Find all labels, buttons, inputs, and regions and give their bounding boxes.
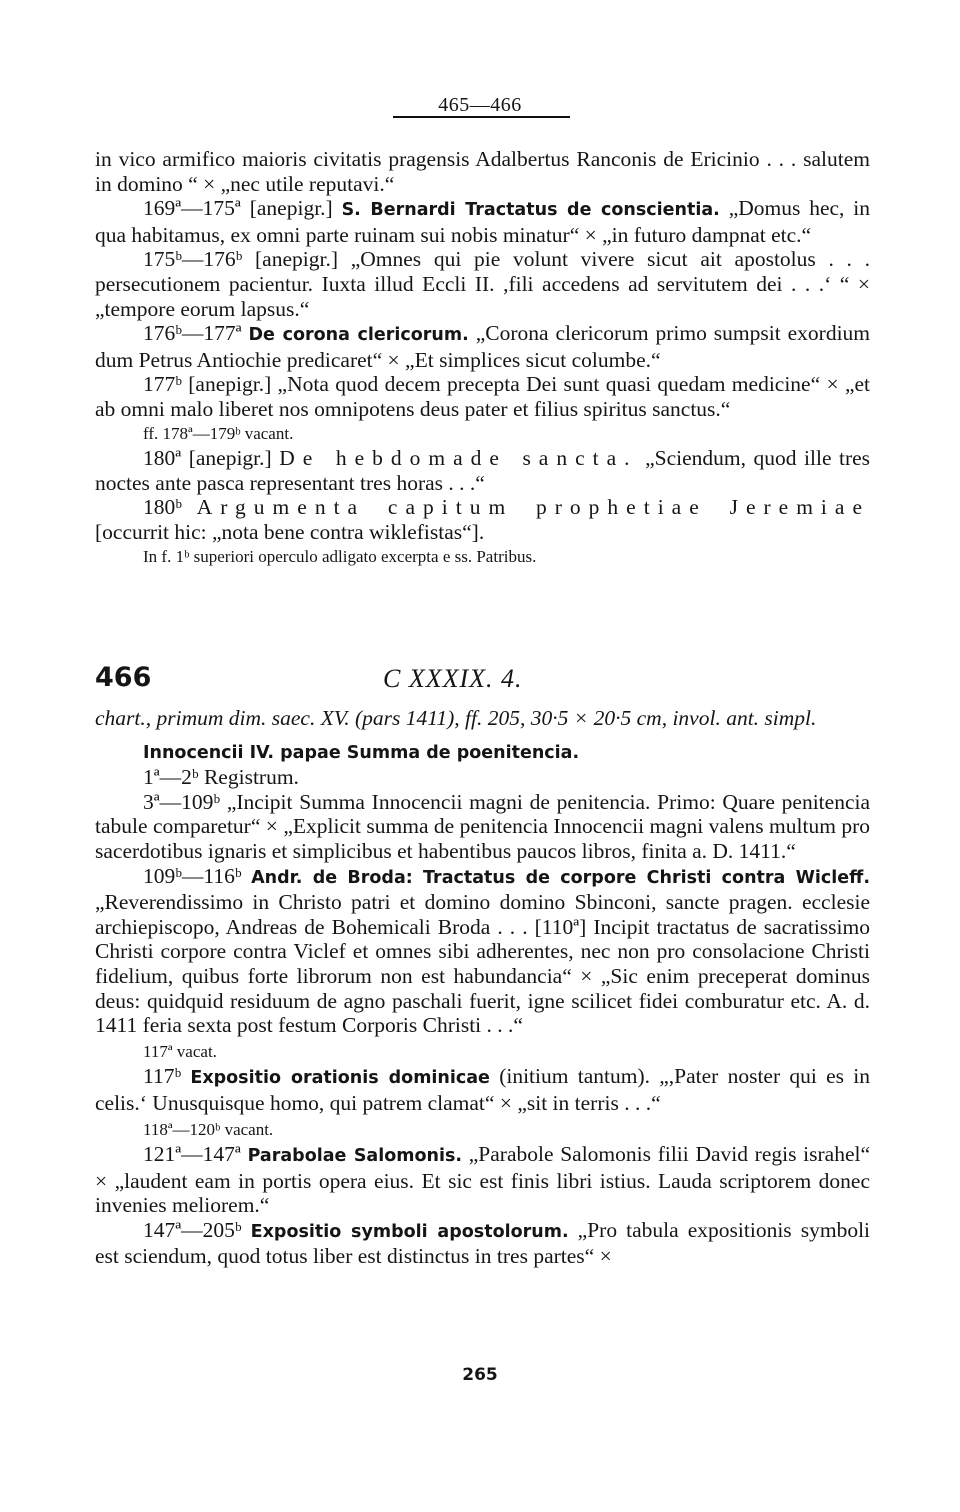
item-text: [occurrit hic: „nota bene contra wiklefistas“].	[95, 519, 485, 544]
item-180a	[95, 446, 870, 495]
physical-description: chart., primum dim. saec. XV. (pars 1411), ff. 205, 30·5 × 20·5 cm, invol. ant. simpl.	[95, 706, 817, 730]
item-109b-116b	[95, 864, 870, 1038]
item-note: [anepigr.]	[249, 196, 333, 221]
item-177b	[95, 372, 870, 421]
item-text: „Pro tabula expositionis symboli est sciendum, quod totus liber est distinctus in tres partes“ ×	[95, 1217, 871, 1269]
item-121a-147a	[95, 1142, 870, 1218]
item-text: „Parabole Salomonis filii David regis israhel“ × „laudent eam in portis opera eius. Et sic est finis libri istius. Lauda scriptorem donec invenies meliorem.“	[95, 1142, 871, 1218]
folio-ref: 121ª—147ª	[143, 1142, 241, 1167]
item-text: (initium tantum). „,Pater noster qui es in celis.‘ Unusquisque homo, qui patrem clamat“ × „sit in terris . . .“	[95, 1064, 871, 1115]
item-text: „Reverendissimo in Christo patri et domino domino Sbinconi, sancte pragen. ecclesie archiepiscopo, Andreas de Bohemicali Broda . . . [110ª] Incipit tractatus de sacratissimo Christi corpore contra Viclef et omnes sibi adherentes, nec non pro consolacione Christi fidelium, quibus forte librorum non est habundancia“ × „Sic enim preceperat dominus deus: quidquid residuum de agno paschali fuerit, igne scilicet fidei comburatur etc. A. d. 1411 feria sexta post festum Corporis Christi . . .“	[95, 890, 870, 1038]
item-title: Andr. de Broda: Tractatus de corpore Christi contra Wicleff.	[251, 867, 871, 888]
item-text: [anepigr.] „Nota quod decem precepta Dei sunt quasi quedam medicine“ × „et ab omni malo liberet nos omnipotens deus pater et filius spiritus sanctus.“	[95, 372, 870, 421]
vacant-note: ff. 178ª—179ᵇ vacant.	[143, 423, 294, 443]
entry-number: 466	[95, 662, 152, 693]
item-title: Parabolae Salomonis.	[247, 1146, 463, 1167]
folio-ref: 1ª—2ᵇ	[143, 765, 199, 790]
header-rule	[393, 116, 570, 118]
item-title: S. Bernardi Tractatus de conscientia.	[341, 200, 720, 221]
folio-ref: 180ª	[143, 446, 182, 471]
folio-ref: 175ᵇ—176ᵇ	[143, 247, 243, 272]
item-note: [anepigr.]	[188, 446, 272, 471]
item-text: „Incipit Summa Innocencii magni de penitencia. Primo: Quare penitencia tabule comparetur“ × „Explicit summa de penitencia Innocencii magni valens multum pro sacerdotibus ignaris et simplicibus et habentibus paucos libros, finita a. D. 1411.“	[95, 789, 871, 863]
item-spaced-title: De hebdomade sancta.	[279, 446, 638, 471]
item-117b	[95, 1064, 870, 1115]
entry-signature: C XXXIX. 4.	[383, 664, 523, 693]
item-text: „Sciendum, quod ille tres noctes ante pasca representant tres horas . . .“	[95, 446, 871, 495]
item-text: [anepigr.] „Omnes qui pie volunt vivere sicut ait apostolus . . . persecutionem pacientur. Iuxta illud Eccli II. ,fili accedens ad servitutem dei . . .‘ “ × „tempore eorum lapsus.“	[95, 247, 870, 321]
folio-ref: 109ᵇ—116ᵇ	[143, 863, 242, 888]
cover-note: In f. 1ᵇ superiori operculo adligato excerpta e ss. Patribus.	[143, 546, 537, 566]
header-text: 465—466	[438, 94, 522, 116]
item-text: „Domus hec, in qua habitamus, ex omni parte ruinam sui nobis minatur“ × „in futuro dampnat etc.“	[95, 196, 870, 247]
page-number: 265	[462, 1365, 498, 1385]
entry-heading	[95, 662, 870, 696]
folio-ref: 169ª—175ª	[143, 196, 241, 221]
item-169a-175a	[95, 196, 870, 247]
vacant-note: 118ª—120ᵇ vacant.	[143, 1119, 274, 1139]
item-147a-205b	[95, 1218, 870, 1269]
item-180b	[95, 495, 870, 544]
item-title: Expositio orationis dominicae	[190, 1068, 490, 1089]
folio-ref: 147ª—205ᵇ	[143, 1217, 242, 1242]
folio-ref: 180ᵇ	[143, 495, 182, 520]
folio-ref: 3ª—109ᵇ	[143, 789, 221, 814]
entry-466-body	[95, 706, 870, 1269]
paragraph: in vico armifico maioris civitatis pragensis Adalbertus Ranconis de Ericinio . . . salutem in domino “ × „nec utile reputavi.“	[95, 147, 870, 196]
folio-ref: 117ᵇ	[143, 1064, 182, 1089]
work-title: Innocencii IV. papae Summa de poenitencia.	[143, 742, 580, 763]
item-176b-177a	[95, 321, 870, 372]
item-175b-176b	[95, 247, 870, 321]
item-title: De corona clericorum.	[248, 325, 469, 346]
item-text: Registrum.	[203, 765, 299, 790]
vacat-note: 117ª vacat.	[143, 1041, 217, 1061]
item-1a-2b	[95, 765, 870, 790]
item-3a-109b	[95, 790, 870, 864]
item-title: Expositio symboli apostolorum.	[250, 1221, 569, 1242]
folio-ref: 177ᵇ	[143, 372, 182, 397]
item-spaced-title: Argumenta capitum prophetiae Jeremiae	[196, 495, 870, 520]
continued-entry-text	[95, 147, 870, 569]
running-header	[0, 92, 960, 117]
folio-ref: 176ᵇ—177ª	[143, 321, 242, 346]
item-text: „Corona clericorum primo sumpsit exordium dum Petrus Antiochie predicaret“ × „Et simplices sicut columbe.“	[95, 321, 871, 372]
